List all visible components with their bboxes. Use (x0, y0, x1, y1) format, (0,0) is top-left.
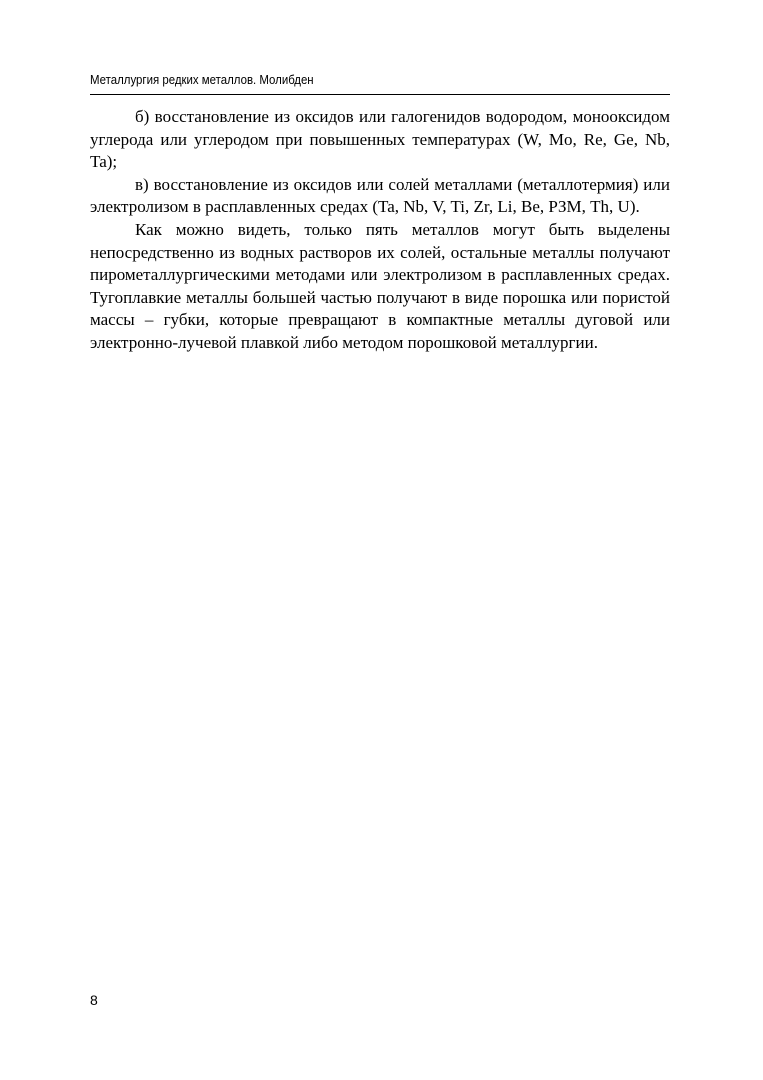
running-header (90, 72, 670, 95)
page-body (90, 106, 670, 355)
running-title: Металлургия редких металлов. Молибден (90, 72, 314, 87)
page-number: 8 (90, 992, 98, 1008)
paragraph-reduction-hydrogen: б) восстановление из оксидов или галогенидов водородом, монооксидом углерода или углеродом при повышенных температурах (W, Mo, Re, Ge, Nb, Ta); (90, 107, 670, 172)
paragraph-methods-summary: Как можно видеть, только пять металлов могут быть выделены непосредственно из водных растворов их солей, остальные металлы получают пирометаллургическими методами или электролизом в расплавленных средах. Тугоплавкие металлы большей частью получают в виде порошка или пористой массы – губки, которые превращают в компактные металлы дуговой или электронно-лучевой плавкой либо методом порошковой металлургии. (90, 219, 670, 352)
paragraph-reduction-metallothermy: в) восстановление из оксидов или солей металлами (металлотермия) или электролизом в расплавленных средах (Ta, Nb, V, Ti, Zr, Li, Be, РЗМ, Th, U). (90, 174, 670, 217)
